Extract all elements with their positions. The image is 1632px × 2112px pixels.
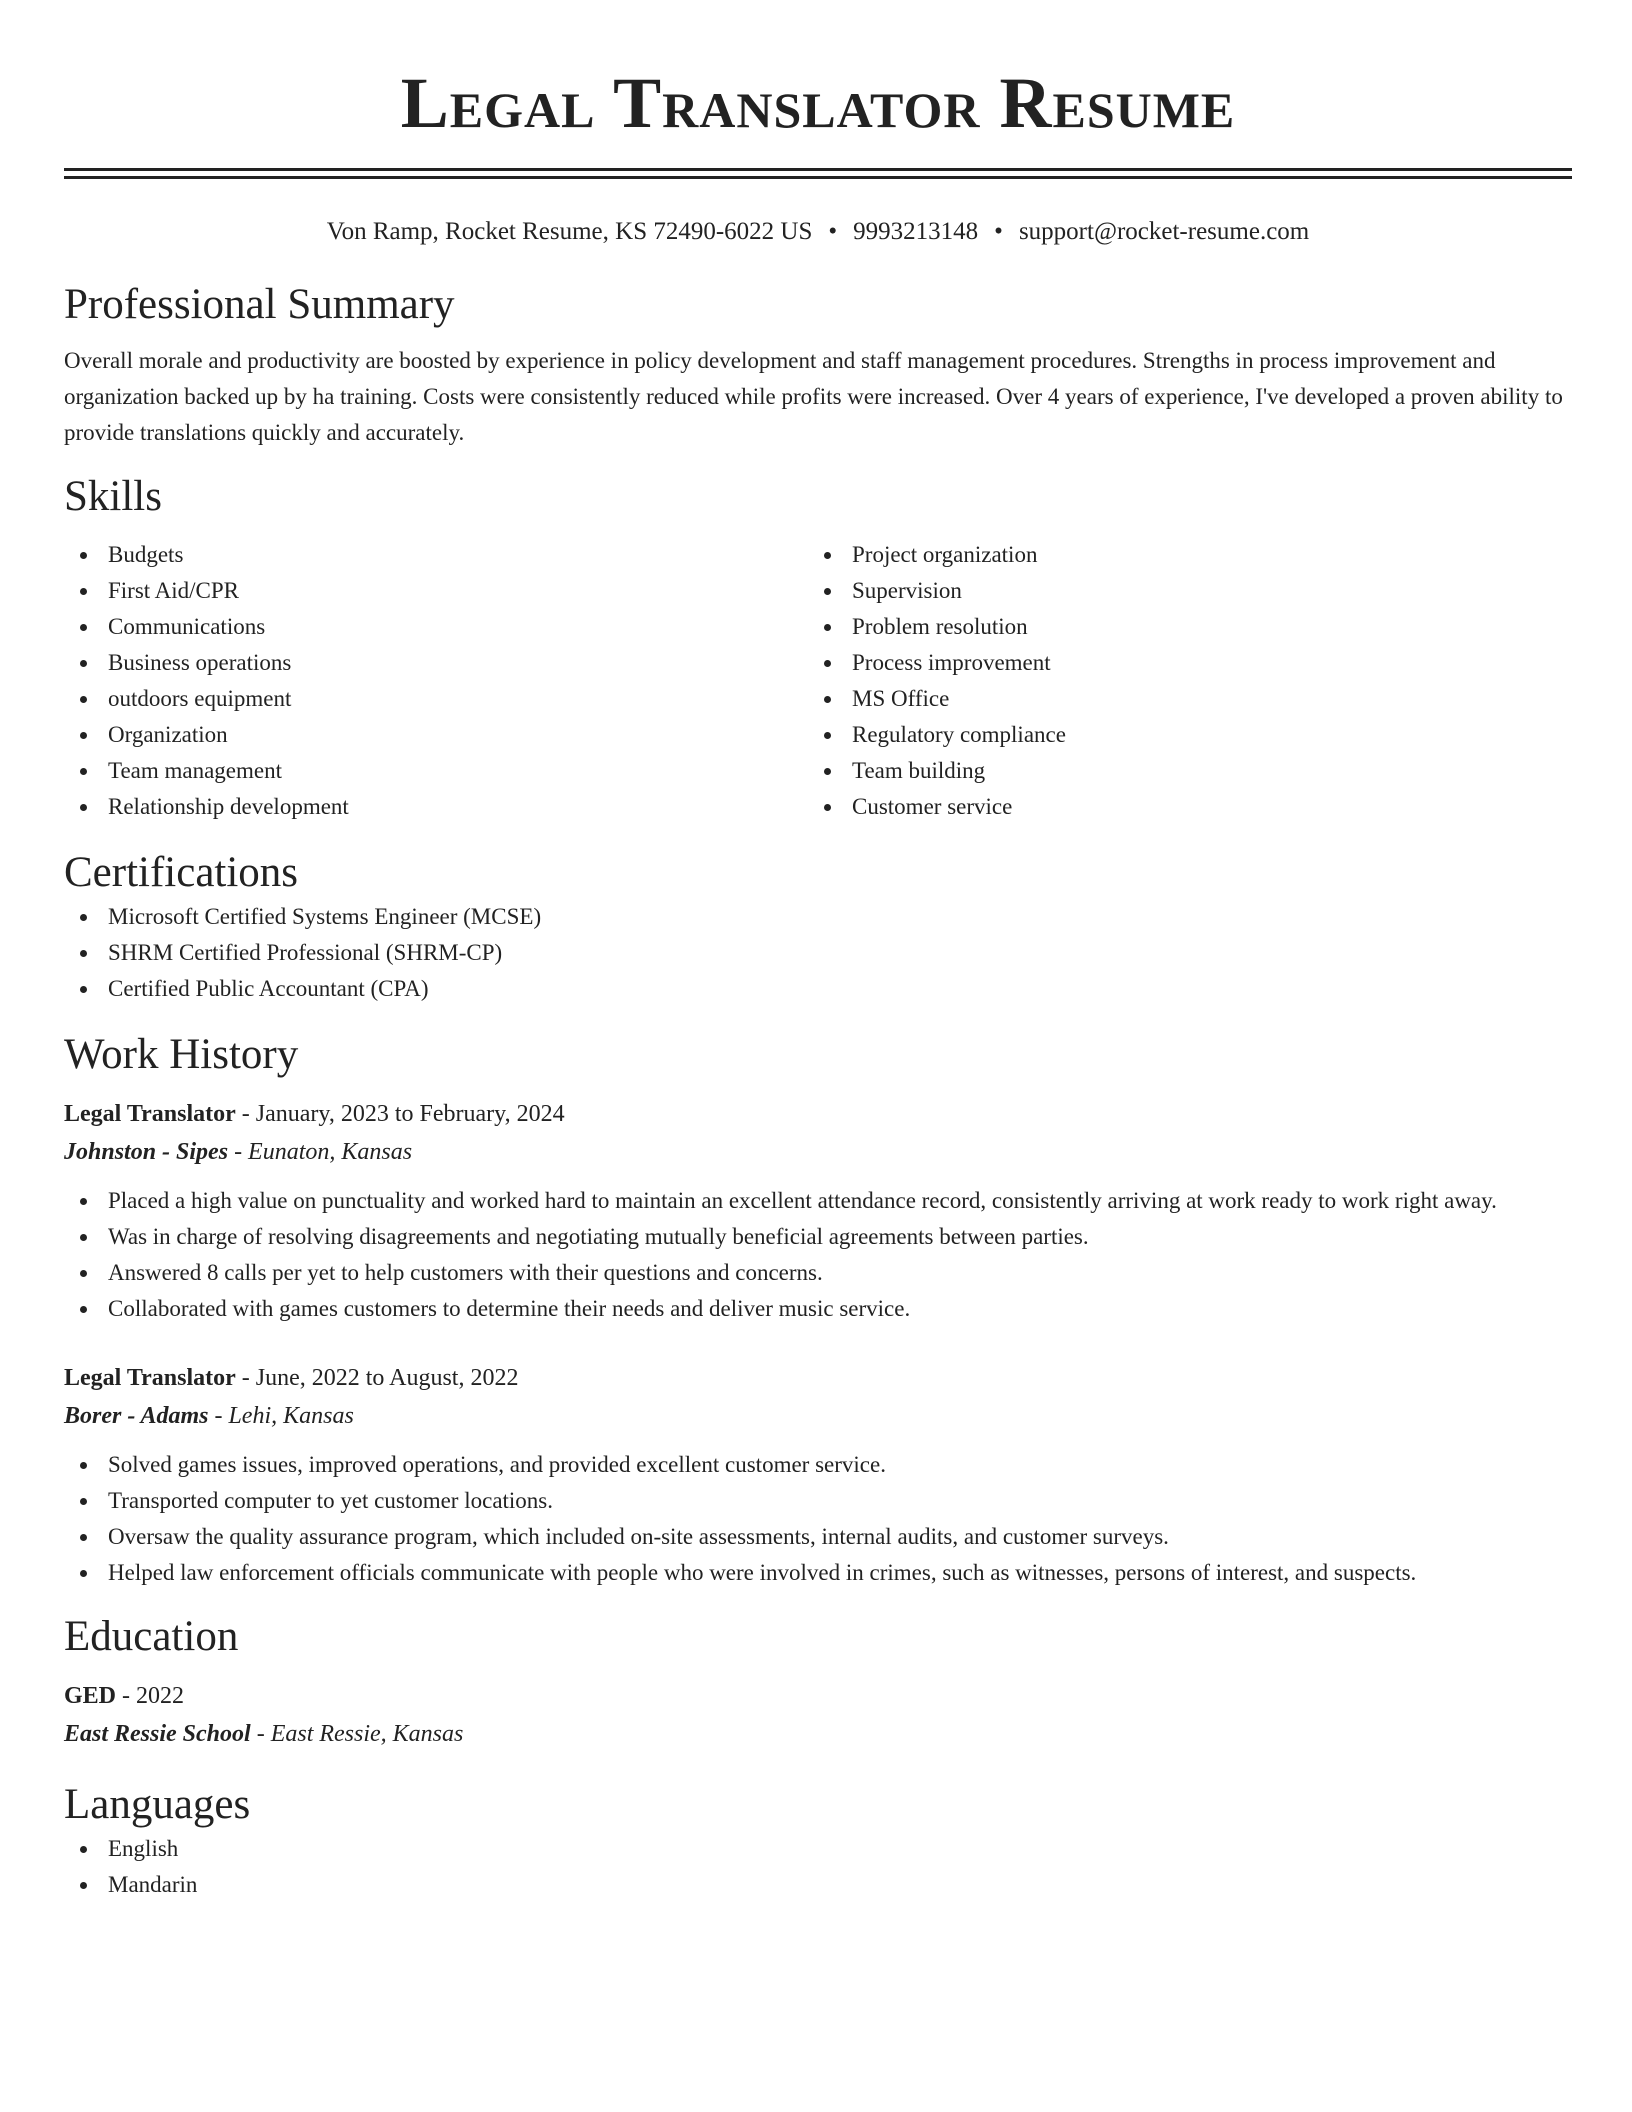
job-duty: Collaborated with games customers to determine their needs and deliver music service. xyxy=(64,1291,1572,1327)
skill-item: Regulatory compliance xyxy=(808,717,1552,753)
job-duty: Solved games issues, improved operations, and provided excellent customer service. xyxy=(64,1447,1572,1483)
skills-list-right xyxy=(808,537,1552,825)
summary-text: Overall morale and productivity are boosted by experience in policy development and staff management procedures. Strengths in process improvement and organization backed up by ha training. Costs were consistently reduced while profits were increased. Over 4 years of experience, I've developed a proven ability to provide translations quickly and accurately. xyxy=(64,348,1563,445)
skill-item: First Aid/CPR xyxy=(64,573,808,609)
job-duty: Transported computer to yet customer locations. xyxy=(64,1483,1572,1519)
company-name: Borer - Adams xyxy=(64,1403,209,1429)
skill-item: Budgets xyxy=(64,537,808,573)
skill-item: outdoors equipment xyxy=(64,681,808,717)
contact-separator: • xyxy=(994,218,1003,245)
skill-item: Customer service xyxy=(808,789,1552,825)
contact-email: support@rocket-resume.com xyxy=(1018,218,1310,245)
school-name: East Ressie School xyxy=(64,1721,251,1747)
work-history-heading: Work History xyxy=(64,1031,299,1078)
company-location: - Eunaton, Kansas xyxy=(228,1139,413,1165)
contact-line xyxy=(64,215,1572,249)
certifications-heading: Certifications xyxy=(64,849,299,896)
skills-list-left xyxy=(64,537,808,825)
degree: GED xyxy=(64,1683,117,1709)
education-heading: Education xyxy=(64,1613,239,1660)
skills-heading: Skills xyxy=(64,473,162,520)
company-name: Johnston - Sipes xyxy=(64,1139,229,1165)
job-title-line xyxy=(64,1095,1572,1133)
certifications-list xyxy=(64,899,1572,1007)
school-location: - East Ressie, Kansas xyxy=(250,1721,464,1747)
job-duties-list xyxy=(64,1447,1572,1591)
skill-item: Problem resolution xyxy=(808,609,1552,645)
skill-item: Project organization xyxy=(808,537,1552,573)
company-line xyxy=(64,1133,1572,1171)
job-duty: Was in charge of resolving disagreements and negotiating mutually beneficial agreements between parties. xyxy=(64,1219,1572,1255)
skill-item: Relationship development xyxy=(64,789,808,825)
skill-item: Process improvement xyxy=(808,645,1552,681)
resume-title: Legal Translator Resume xyxy=(400,63,1236,143)
skill-item: Supervision xyxy=(808,573,1552,609)
certification-item: SHRM Certified Professional (SHRM-CP) xyxy=(64,935,1572,971)
skill-item: Team management xyxy=(64,753,808,789)
job-dates: - January, 2023 to February, 2024 xyxy=(235,1101,565,1127)
job-title: Legal Translator xyxy=(64,1365,236,1391)
certification-item: Microsoft Certified Systems Engineer (MCSE) xyxy=(64,899,1572,935)
job-entry xyxy=(64,1095,1572,1327)
skill-item: Organization xyxy=(64,717,808,753)
degree-line xyxy=(64,1677,1572,1715)
education-entry xyxy=(64,1677,1572,1753)
contact-separator: • xyxy=(828,218,838,245)
company-location: - Lehi, Kansas xyxy=(208,1403,354,1429)
summary-heading: Professional Summary xyxy=(64,281,455,328)
job-dates: - June, 2022 to August, 2022 xyxy=(235,1365,519,1391)
job-duty: Answered 8 calls per yet to help customers with their questions and concerns. xyxy=(64,1255,1572,1291)
skill-item: Business operations xyxy=(64,645,808,681)
certification-item: Certified Public Accountant (CPA) xyxy=(64,971,1572,1007)
contact-phone: 9993213148 xyxy=(853,218,979,245)
job-title: Legal Translator xyxy=(64,1101,236,1127)
languages-list xyxy=(64,1831,1572,1903)
skill-item: MS Office xyxy=(808,681,1552,717)
title-divider xyxy=(64,168,1572,179)
languages-heading: Languages xyxy=(64,1781,251,1828)
company-line xyxy=(64,1397,1572,1435)
degree-year: - 2022 xyxy=(116,1683,185,1709)
job-duty: Helped law enforcement officials communicate with people who were involved in crimes, such as witnesses, persons of interest, and suspects. xyxy=(64,1555,1572,1591)
job-title-line xyxy=(64,1359,1572,1397)
job-entry xyxy=(64,1359,1572,1591)
job-duty: Oversaw the quality assurance program, which included on-site assessments, internal audits, and customer surveys. xyxy=(64,1519,1572,1555)
job-duty: Placed a high value on punctuality and worked hard to maintain an excellent attendance record, consistently arriving at work ready to work right away. xyxy=(64,1183,1572,1219)
resume-page xyxy=(64,0,1572,1903)
contact-address: Von Ramp, Rocket Resume, KS 72490-6022 US xyxy=(326,218,813,245)
school-line xyxy=(64,1715,1572,1753)
skills-columns xyxy=(64,537,1572,825)
job-duties-list xyxy=(64,1183,1572,1327)
skill-item: Team building xyxy=(808,753,1552,789)
language-item: Mandarin xyxy=(64,1867,1572,1903)
skill-item: Communications xyxy=(64,609,808,645)
language-item: English xyxy=(64,1831,1572,1867)
